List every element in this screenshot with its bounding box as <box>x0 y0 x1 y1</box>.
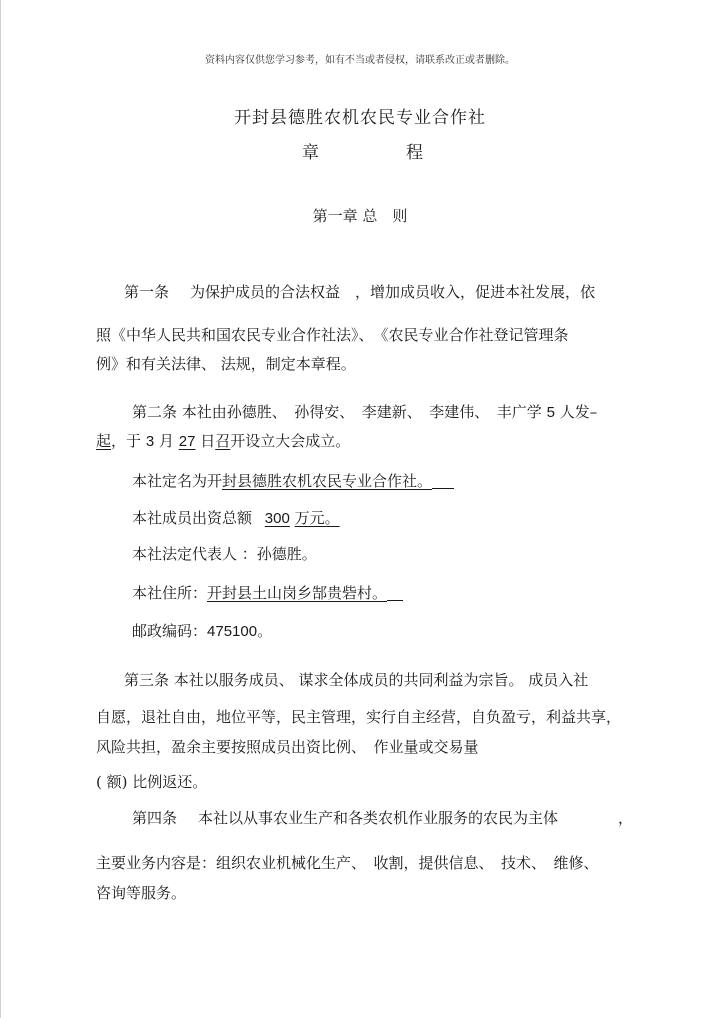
article1-line1: 为保护成员的合法权益 ，增加成员收入，促进本社发展，依 <box>190 283 596 301</box>
article1-label: 第一条 <box>124 283 170 301</box>
article2-dash: – <box>589 403 598 421</box>
article2-qi: 起 <box>96 432 112 450</box>
article2-founder-count: 5 <box>546 404 555 421</box>
header-disclaimer: 资料内容仅供您学习参考，如有不当或者侵权，请联系改正或者删除。 <box>205 55 515 66</box>
article2-line1-prefix: 第二条 本社由孙德胜、 孙得安、 李建新、 李建伟、 丰广学 <box>132 403 542 421</box>
article2-line2 <box>96 430 350 451</box>
capital-line-prefix: 本社成员出资总额 <box>132 509 253 527</box>
address-line <box>132 582 403 603</box>
article4-line1: 本社以从事农业生产和各类农机作业服务的农民为主体 <box>198 809 559 827</box>
name-line-prefix: 本社定名为开 <box>132 472 223 490</box>
article4-label: 第四条 <box>132 809 178 827</box>
article2-line2-rest: 开设立大会成立。 <box>230 432 351 450</box>
document-title: 开封县德胜农机农民专业合作社 <box>234 108 486 128</box>
capital-amount: 300 <box>264 510 290 527</box>
article2-zhao: 召 <box>215 432 231 450</box>
postcode-line-prefix: 邮政编码： <box>132 622 208 640</box>
article4-line1-comma: ， <box>618 809 634 827</box>
address-line-underlined: 开封县土山岗乡郜贵砦村。 <box>207 584 388 602</box>
article1-line2: 照《中华人民共和国农民专业合作社法》、 《农民专业合作社登记管理条 <box>96 326 569 344</box>
capital-line <box>132 507 340 528</box>
rep-line: 本社法定代表人 ：孙德胜。 <box>132 545 317 563</box>
article3-line3: 风险共担，盈余主要按照成员出资比例、 作业量或交易量 <box>96 738 479 756</box>
article2-line1 <box>132 401 597 422</box>
name-line <box>132 470 454 491</box>
article2-month-label: 月 <box>158 432 174 450</box>
article3-line1: 第三条 本社以服务成员、 谋求全体成员的共同利益为宗旨。 成员入社 <box>124 671 589 689</box>
postcode-suffix: 。 <box>257 622 273 640</box>
address-line-prefix: 本社住所： <box>132 584 208 602</box>
chapter-heading: 第一章 总 则 <box>312 207 408 225</box>
page-left-edge <box>0 0 1 1018</box>
article2-line1-suffix: 人发 <box>559 403 590 421</box>
article2-yu: ，于 <box>111 432 142 450</box>
postcode-value: 475100 <box>207 623 258 640</box>
article3-line2: 自愿，退社自由，地位平等，民主管理，实行自主经营，自负盈亏，利益共享， <box>96 708 622 726</box>
name-line-underlined: 封县德胜农机农民专业合作社。 <box>222 472 433 490</box>
article1-line3: 例》和有关法律、 法规，制定本章程。 <box>96 355 356 373</box>
subtitle-zhang: 章 <box>302 143 319 163</box>
capital-unit: 万元。 <box>294 509 340 527</box>
article3-line4: ( 额) 比例返还。 <box>96 773 208 791</box>
address-line-blank <box>387 585 403 601</box>
name-line-blank <box>432 473 454 489</box>
article2-month: 3 <box>145 433 155 450</box>
article4-line3: 咨询等服务。 <box>96 884 187 902</box>
article2-day: 27 <box>178 433 196 450</box>
article4-line2: 主要业务内容是：组织农业机械化生产、 收割，提供信息、 技术、 维修、 <box>96 854 599 872</box>
subtitle-cheng: 程 <box>406 143 423 163</box>
article2-day-label: 日 <box>200 432 216 450</box>
postcode-line <box>132 620 272 641</box>
